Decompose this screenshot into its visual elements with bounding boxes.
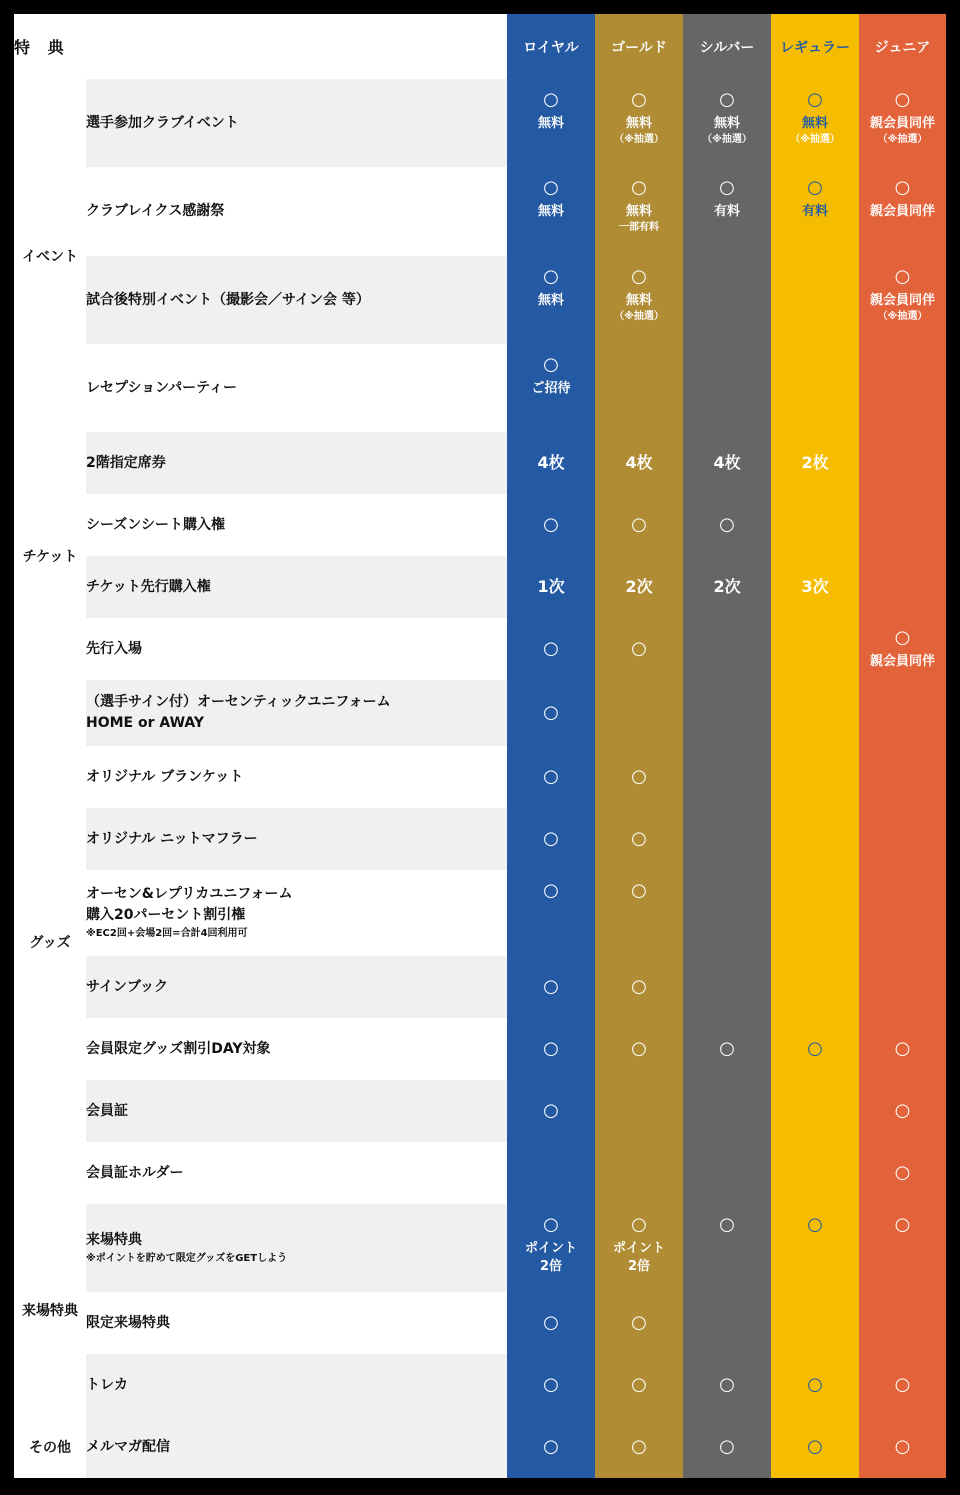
category-label: 来場特典 [14,1204,86,1416]
cell-regular [771,808,859,870]
benefit-name-text-line2: 購入20パーセント割引権 [86,907,246,923]
benefit-name [86,618,507,680]
available-mark-icon: ○ [894,177,911,198]
available-mark-icon: ○ [719,177,735,198]
cell-gold [595,556,683,618]
cell-junior [859,256,946,344]
benefit-name-text: 限定来場特典 [86,1314,170,1331]
available-mark-icon: ○ [543,702,559,723]
cell-royal [507,344,595,432]
header-tier-gold: ゴールド [595,14,683,79]
available-mark-icon: ○ [807,1214,823,1235]
available-mark-icon: ○ [543,514,559,535]
cell-royal [507,1416,595,1478]
benefit-name [86,1354,507,1416]
cell-royal [507,746,595,808]
available-mark-icon: ○ [631,177,647,198]
cell-junior [859,1416,946,1478]
cell-value: ポイント [525,1241,578,1256]
available-mark-icon: ○ [543,1214,559,1235]
available-mark-icon: ○ [807,1038,823,1059]
cell-regular [771,870,859,956]
available-mark-icon: ○ [894,1374,911,1395]
available-mark-icon: ○ [719,514,735,535]
benefit-name [86,1142,507,1204]
cell-value: 親会員同伴 [870,654,936,669]
table-row [14,494,946,556]
available-mark-icon: ○ [543,828,559,849]
header-tier-junior: ジュニア [859,14,946,79]
cell-regular [771,956,859,1018]
cell-regular [771,167,859,256]
available-mark-icon: ○ [543,1038,559,1059]
cell-silver [683,956,771,1018]
available-mark-icon: ○ [807,1436,823,1457]
cell-regular [771,1080,859,1142]
cell-gold [595,808,683,870]
benefit-name [86,432,507,494]
cell-silver [683,746,771,808]
cell-value: 無料 [626,116,653,131]
cell-junior [859,344,946,432]
cell-value: ポイント [613,1241,666,1256]
cell-silver [683,1354,771,1416]
cell-royal [507,1354,595,1416]
table-row [14,956,946,1018]
benefit-name-text: 会員証 [86,1102,128,1119]
available-mark-icon: ○ [543,976,559,997]
benefit-name-text: オリジナル ブランケット [86,768,244,785]
table-row [14,1142,946,1204]
table-row [14,808,946,870]
available-mark-icon: ○ [631,1374,647,1395]
cell-silver [683,1018,771,1080]
cell-subnote: （※抽選） [877,311,928,322]
cell-silver [683,432,771,494]
benefit-name-text: 試合後特別イベント（撮影会／サイン会 等） [86,291,370,308]
cell-silver [683,167,771,256]
cell-gold [595,956,683,1018]
cell-junior [859,808,946,870]
available-mark-icon: ○ [631,1436,647,1457]
available-mark-icon: ○ [807,89,823,110]
cell-gold [595,1416,683,1478]
table-row [14,680,946,746]
cell-silver [683,344,771,432]
available-mark-icon: ○ [543,1100,559,1121]
cell-junior [859,1292,946,1354]
benefit-name-text: 先行入場 [86,640,142,657]
cell-junior [859,1204,946,1292]
benefit-name-text: 2階指定席券 [86,454,166,471]
benefit-name-text: クラブレイクス感謝祭 [86,203,225,219]
cell-regular [771,344,859,432]
cell-value: 親会員同伴 [870,293,936,308]
cell-regular [771,1204,859,1292]
cell-junior [859,680,946,746]
cell-silver [683,79,771,167]
available-mark-icon: ○ [631,766,647,787]
benefit-name [86,494,507,556]
table-row [14,167,946,256]
table-row [14,1080,946,1142]
header-tier-silver: シルバー [683,14,771,79]
cell-royal [507,680,595,746]
category-label: イベント [14,79,86,432]
cell-silver [683,494,771,556]
cell-value: 親会員同伴 [870,116,936,131]
cell-gold [595,256,683,344]
cell-value: 3次 [801,577,829,596]
cell-value: 4枚 [713,453,741,472]
cell-junior [859,432,946,494]
cell-silver [683,1204,771,1292]
table-row [14,256,946,344]
benefit-name [86,256,507,344]
available-mark-icon: ○ [807,1374,823,1395]
cell-royal [507,956,595,1018]
cell-gold [595,167,683,256]
cell-regular [771,1354,859,1416]
benefit-name [86,1416,507,1478]
cell-junior [859,167,946,256]
cell-junior [859,1018,946,1080]
table-row [14,618,946,680]
header-tier-regular: レギュラー [771,14,859,79]
benefit-note: ※EC2回+会場2回=合計4回利用可 [86,928,248,939]
category-label: チケット [14,432,86,680]
cell-value: 無料 [626,204,653,219]
cell-gold [595,1354,683,1416]
cell-value: 無料 [538,204,565,219]
cell-gold [595,494,683,556]
cell-regular [771,556,859,618]
available-mark-icon: ○ [719,1038,735,1059]
available-mark-icon: ○ [543,177,559,198]
benefit-name-text: オリジナル ニットマフラー [86,830,258,847]
table-row [14,344,946,432]
available-mark-icon: ○ [631,1038,647,1059]
cell-junior [859,1142,946,1204]
header-feature-label: 特 典 [14,14,507,79]
table-row [14,1204,946,1292]
cell-junior [859,746,946,808]
cell-silver [683,1142,771,1204]
cell-royal [507,1204,595,1292]
available-mark-icon: ○ [719,1436,735,1457]
table-row [14,1416,946,1478]
cell-royal [507,1080,595,1142]
available-mark-icon: ○ [543,354,559,375]
cell-value: 無料 [714,116,741,131]
cell-junior [859,870,946,956]
table-row [14,870,946,956]
benefit-name [86,167,507,256]
cell-silver [683,1080,771,1142]
cell-royal [507,1142,595,1204]
available-mark-icon: ○ [894,266,911,287]
benefit-name-text: （選手サイン付）オーセンティックユニフォーム [86,694,391,710]
cell-gold [595,1142,683,1204]
table-row [14,1292,946,1354]
benefit-name-text-line2: HOME or AWAY [86,715,205,731]
benefit-name-text: 会員限定グッズ割引DAY対象 [86,1040,271,1057]
cell-gold [595,746,683,808]
cell-gold [595,79,683,167]
cell-value: 親会員同伴 [870,204,936,219]
header-tier-royal: ロイヤル [507,14,595,79]
cell-value: 2次 [713,577,741,596]
benefit-name-text: チケット先行購入権 [86,578,211,595]
cell-value: 4枚 [537,453,565,472]
benefit-name [86,1292,507,1354]
cell-value: 2次 [625,577,653,596]
cell-regular [771,494,859,556]
benefit-name-text: 会員証ホルダー [86,1164,184,1181]
available-mark-icon: ○ [894,1162,911,1183]
cell-regular [771,1142,859,1204]
cell-junior [859,956,946,1018]
available-mark-icon: ○ [719,1374,735,1395]
available-mark-icon: ○ [543,1312,559,1333]
cell-royal [507,167,595,256]
cell-silver [683,680,771,746]
header-row [14,14,946,79]
cell-subnote: 一部有料 [619,222,660,233]
cell-subnote: （※抽選） [614,134,664,145]
benefit-name [86,556,507,618]
available-mark-icon: ○ [894,1436,911,1457]
cell-regular [771,680,859,746]
benefit-name [86,870,507,956]
cell-value: 4枚 [625,453,653,472]
available-mark-icon: ○ [543,1374,559,1395]
membership-benefits-table [14,14,946,1478]
cell-value: 無料 [538,293,565,308]
table-row [14,1354,946,1416]
cell-regular [771,618,859,680]
available-mark-icon: ○ [894,1038,911,1059]
category-label: グッズ [14,680,86,1204]
available-mark-icon: ○ [543,266,559,287]
cell-gold [595,1080,683,1142]
available-mark-icon: ○ [543,880,559,901]
cell-junior [859,1080,946,1142]
table-row [14,1018,946,1080]
cell-subnote: （※抽選） [790,134,840,145]
benefit-name-text: レセプションパーティー [86,379,238,396]
table-row [14,556,946,618]
cell-regular [771,746,859,808]
cell-royal [507,1292,595,1354]
available-mark-icon: ○ [807,177,823,198]
cell-junior [859,556,946,618]
benefit-name [86,344,507,432]
cell-gold [595,680,683,746]
benefit-name [86,680,507,746]
benefit-name-text: メルマガ配信 [86,1438,170,1455]
cell-junior [859,618,946,680]
cell-value: 無料 [802,116,829,131]
available-mark-icon: ○ [719,89,735,110]
cell-regular [771,79,859,167]
cell-silver [683,808,771,870]
table-row [14,432,946,494]
cell-royal [507,556,595,618]
cell-royal [507,618,595,680]
available-mark-icon: ○ [631,266,647,287]
available-mark-icon: ○ [894,1100,911,1121]
cell-subnote: （※抽選） [614,311,664,322]
available-mark-icon: ○ [631,1214,647,1235]
cell-regular [771,432,859,494]
benefit-name [86,808,507,870]
benefit-name [86,1018,507,1080]
cell-silver [683,618,771,680]
cell-gold [595,1018,683,1080]
cell-gold [595,618,683,680]
cell-gold [595,432,683,494]
available-mark-icon: ○ [894,89,911,110]
available-mark-icon: ○ [894,627,911,648]
available-mark-icon: ○ [631,828,647,849]
available-mark-icon: ○ [631,638,647,659]
cell-junior [859,79,946,167]
benefit-name-text: オーセン&レプリカユニフォーム [86,886,293,902]
benefit-note: ※ポイントを貯めて限定グッズをGETしよう [86,1252,288,1264]
cell-silver [683,1292,771,1354]
cell-value: 2枚 [801,453,829,472]
available-mark-icon: ○ [631,514,647,535]
available-mark-icon: ○ [631,976,647,997]
cell-gold [595,344,683,432]
category-label: その他 [14,1416,86,1478]
cell-value: 無料 [538,116,565,131]
table-row [14,746,946,808]
cell-gold [595,1204,683,1292]
cell-value: 無料 [626,293,653,308]
available-mark-icon: ○ [543,89,559,110]
available-mark-icon: ○ [894,1214,911,1235]
available-mark-icon: ○ [543,638,559,659]
cell-silver [683,870,771,956]
cell-value: 有料 [802,204,829,219]
cell-value: ご招待 [531,381,571,396]
available-mark-icon: ○ [543,766,559,787]
available-mark-icon: ○ [631,89,647,110]
cell-subnote: （※抽選） [702,134,752,145]
table-row [14,79,946,167]
cell-royal [507,432,595,494]
cell-subnote: （※抽選） [877,134,928,145]
cell-royal [507,256,595,344]
benefit-name-text: シーズンシート購入権 [86,516,225,533]
cell-regular [771,256,859,344]
cell-royal [507,870,595,956]
cell-value: 1次 [537,577,565,596]
available-mark-icon: ○ [631,880,647,901]
cell-regular [771,1292,859,1354]
benefit-name-text: トレカ [86,1376,128,1393]
cell-regular [771,1018,859,1080]
available-mark-icon: ○ [719,1214,735,1235]
cell-gold [595,1292,683,1354]
cell-silver [683,256,771,344]
benefit-name [86,79,507,167]
available-mark-icon: ○ [543,1436,559,1457]
benefit-name [86,1204,507,1292]
cell-junior [859,494,946,556]
benefit-name-text: サインブック [86,978,169,995]
benefit-name-text: 来場特典 [86,1231,142,1248]
cell-value: 有料 [714,204,741,219]
cell-regular [771,1416,859,1478]
cell-royal [507,494,595,556]
cell-royal [507,79,595,167]
benefit-name [86,746,507,808]
benefit-name [86,956,507,1018]
cell-silver [683,556,771,618]
available-mark-icon: ○ [631,1312,647,1333]
cell-junior [859,1354,946,1416]
cell-value-line2: 2倍 [539,1259,563,1274]
cell-royal [507,1018,595,1080]
benefit-name [86,1080,507,1142]
benefit-name-text: 選手参加クラブイベント [86,114,239,131]
cell-gold [595,870,683,956]
cell-value-line2: 2倍 [627,1259,651,1274]
cell-silver [683,1416,771,1478]
cell-royal [507,808,595,870]
